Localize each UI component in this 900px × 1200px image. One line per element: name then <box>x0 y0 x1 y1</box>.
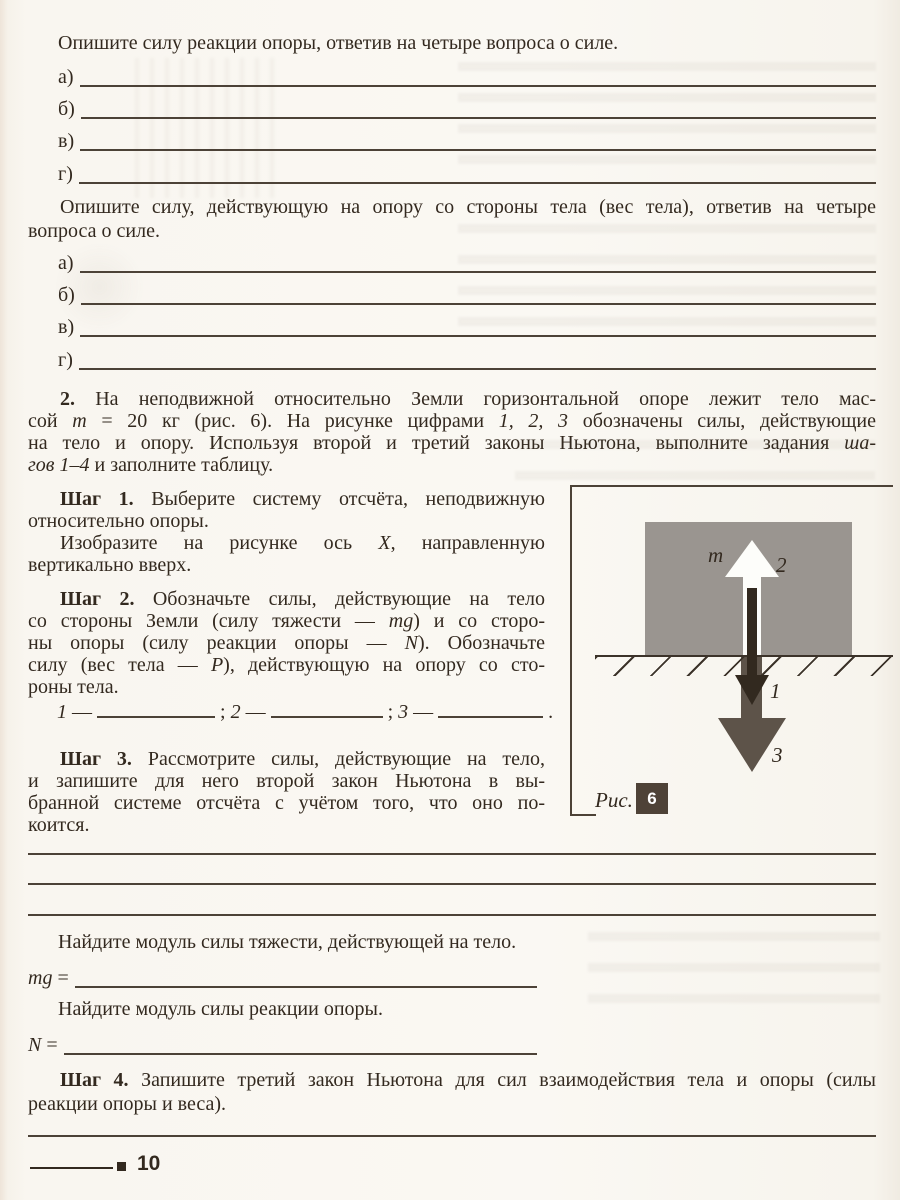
text-line: и запишите для него второй закон Ньютона в вы- <box>28 770 545 792</box>
bleed-through-text <box>588 932 880 1012</box>
item-label: б) <box>58 284 75 306</box>
force3-label: 3 <box>772 743 783 767</box>
force1-number: 1 <box>57 701 67 723</box>
gravity-arrow-head <box>735 675 769 705</box>
force2-number: 2 <box>230 701 241 723</box>
answer-line <box>28 883 876 885</box>
force2-label: 2 <box>776 553 787 577</box>
figure-caption: Рис. <box>595 788 633 812</box>
answer-row-q2-v <box>58 315 876 337</box>
footer-rule <box>30 1167 113 1169</box>
text-line: силу (вес тела — P), действующую на опору со сто- <box>28 654 545 676</box>
dash: — <box>408 701 439 723</box>
answer-blank-line <box>81 97 876 119</box>
gravity-arrow-shaft <box>747 588 757 675</box>
item-label: б) <box>58 98 75 120</box>
problem-statement <box>28 388 876 476</box>
figure-border <box>570 814 596 816</box>
text-line: Шаг 4. Запишите третий закон Ньютона для сил взаимодействия тела и опоры (силы <box>60 1069 876 1091</box>
find-gravity-text: Найдите модуль силы тяжести, действующей на тело. <box>58 931 517 953</box>
n-label: N = <box>28 1034 58 1056</box>
step3-paragraph <box>28 748 545 836</box>
find-normal-text: Найдите модуль силы реакции опоры. <box>58 998 383 1020</box>
mg-equation-row <box>28 966 537 988</box>
force3-blank <box>438 701 543 718</box>
answer-blank-line <box>80 65 876 87</box>
text-line: Изобразите на рисунке ось X, направленную <box>60 532 546 554</box>
text-line: со стороны Земли (силу тяжести — mg) и со сторо- <box>28 610 545 632</box>
force1-blank <box>97 701 215 718</box>
answer-line <box>28 914 876 916</box>
text-line: ны опоры (силу реакции опоры — N). Обозначьте <box>28 632 546 654</box>
dash: — <box>240 701 271 723</box>
answer-row-q1-v <box>58 129 876 151</box>
text-line: Шаг 3. Рассмотрите силы, действующие на тело, <box>60 748 546 770</box>
step4-paragraph <box>28 1068 876 1116</box>
n-equation-row <box>28 1033 537 1055</box>
force-blanks-row <box>57 701 553 723</box>
figure-number-badge <box>636 783 668 814</box>
figure-border <box>570 485 893 487</box>
text-line: относительно опоры. <box>28 510 209 532</box>
answer-row-q1-g <box>58 162 876 184</box>
separator: ; <box>382 701 399 723</box>
text-line: роны тела. <box>28 676 119 698</box>
text-line: 2. На неподвижной относительно Земли горизонтальной опоре лежит тело мас- <box>60 388 876 410</box>
force2-blank <box>271 701 383 718</box>
text-line: на тело и опору. Используя второй и третий законы Ньютона, выполните задания ша- <box>28 432 876 454</box>
footer-square-marker <box>117 1162 126 1171</box>
answer-blank-line <box>79 348 876 370</box>
question1-text: Опишите силу реакции опоры, ответив на четыре вопроса о силе. <box>58 32 619 54</box>
period: . <box>543 701 554 723</box>
answer-row-q1-b <box>58 97 876 119</box>
page-number: 10 <box>137 1152 161 1175</box>
answer-blank-line <box>80 129 876 151</box>
text-line: коится. <box>28 814 90 836</box>
text-line: Шаг 2. Обозначьте силы, действующие на тело <box>60 588 545 610</box>
text-line: Опишите силу, действующую на опору со стороны тела (вес тела), ответив на четыре <box>60 196 876 218</box>
step1-paragraph1 <box>28 488 545 532</box>
separator: ; <box>215 701 231 723</box>
answer-row-q1-a <box>58 65 876 87</box>
mg-label: mg = <box>28 967 69 989</box>
answer-row-q2-g <box>58 348 876 370</box>
answer-row-q2-a <box>58 251 876 273</box>
figure-6 <box>570 485 893 816</box>
text-line: вопроса о силе. <box>28 219 160 242</box>
figure-number: 6 <box>647 788 657 808</box>
force1-label: 1 <box>770 679 781 703</box>
item-label: в) <box>58 130 75 152</box>
text-line: реакции опоры и веса). <box>28 1093 227 1115</box>
item-label: в) <box>58 316 75 338</box>
item-label: а) <box>58 252 74 274</box>
figure-border <box>570 485 572 816</box>
mass-label: m <box>708 543 724 567</box>
mg-blank-line <box>75 966 537 988</box>
answer-blank-line <box>80 251 876 273</box>
normal-force-arrow-head <box>725 540 779 577</box>
dash: — <box>67 701 97 723</box>
text-line: вертикально вверх. <box>28 554 192 576</box>
item-label: г) <box>58 349 73 371</box>
text-line: гов 1–4 и заполните таблицу. <box>28 454 274 476</box>
text-line: бранной системе отсчёта с учётом того, что оно по- <box>28 792 545 814</box>
n-blank-line <box>64 1033 537 1055</box>
text-line: сой m = 20 кг (рис. 6). На рисунке цифрами 1, 2, 3 обозначены силы, действующие <box>28 410 877 432</box>
answer-blank-line <box>81 283 876 305</box>
force3-number: 3 <box>398 701 409 723</box>
question2-text <box>28 196 876 243</box>
step1-paragraph2 <box>28 532 545 576</box>
item-label: г) <box>58 163 73 185</box>
support-hatching <box>595 657 893 676</box>
item-label: а) <box>58 66 74 88</box>
answer-blank-line <box>80 315 876 337</box>
step2-paragraph <box>28 588 545 698</box>
answer-row-q2-b <box>58 283 876 305</box>
text-line: Шаг 1. Выберите систему отсчёта, неподвижную <box>60 488 546 510</box>
answer-line <box>28 1135 876 1137</box>
answer-line <box>28 853 876 855</box>
answer-blank-line <box>79 162 876 184</box>
